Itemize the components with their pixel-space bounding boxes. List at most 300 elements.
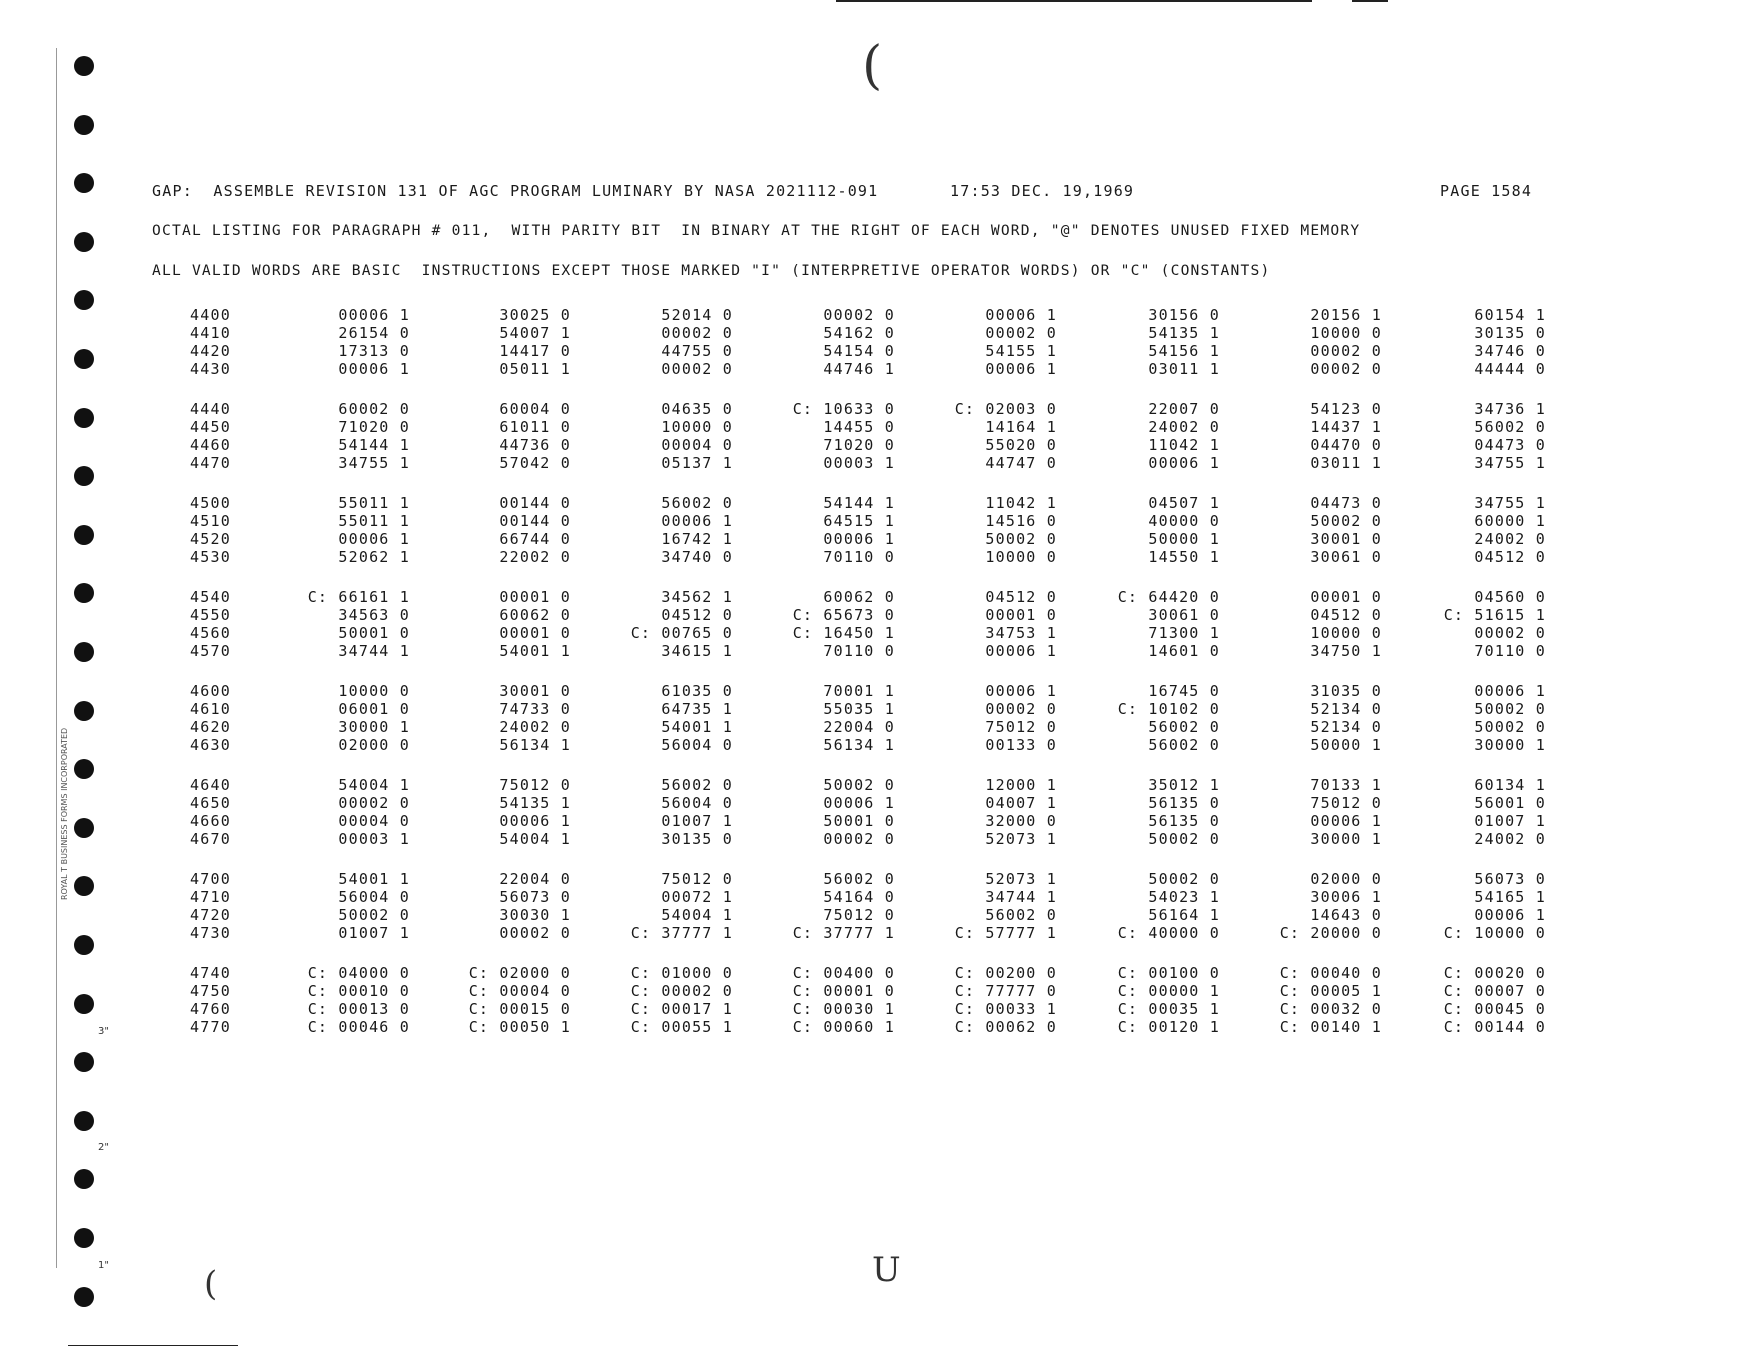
octal-word: 14601 0 — [1148, 642, 1220, 660]
listing-row — [0, 588, 1740, 605]
octal-word: C: 00004 0 — [468, 982, 571, 1000]
octal-word: 00002 0 — [661, 324, 733, 342]
octal-word: 00004 0 — [338, 812, 410, 830]
octal-word: 50002 0 — [1148, 830, 1220, 848]
octal-word: 56002 0 — [661, 776, 733, 794]
paren-bottom-mid: U — [872, 1250, 901, 1290]
octal-word: 54144 1 — [823, 494, 895, 512]
octal-word: 00006 1 — [985, 642, 1057, 660]
octal-word: 50002 0 — [1474, 718, 1546, 736]
octal-word: C: 00140 1 — [1279, 1018, 1382, 1036]
octal-word: 01007 1 — [1474, 812, 1546, 830]
row-address: 4650 — [190, 794, 231, 812]
octal-word: C: 00030 1 — [792, 1000, 895, 1018]
listing-row — [0, 982, 1740, 999]
row-address: 4540 — [190, 588, 231, 606]
octal-word: 20156 1 — [1310, 306, 1382, 324]
octal-word: C: 00055 1 — [630, 1018, 733, 1036]
listing-row — [0, 964, 1740, 981]
octal-word: 70110 0 — [1474, 642, 1546, 660]
octal-word: 00003 1 — [338, 830, 410, 848]
octal-word: 54001 1 — [338, 870, 410, 888]
octal-word: 54156 1 — [1148, 342, 1220, 360]
octal-word: 54162 0 — [823, 324, 895, 342]
listing-row — [0, 830, 1740, 847]
octal-word: 64735 1 — [661, 700, 733, 718]
octal-word: 30001 0 — [1310, 530, 1382, 548]
octal-word: 71020 0 — [823, 436, 895, 454]
octal-word: 00002 0 — [661, 360, 733, 378]
octal-word: 61011 0 — [499, 418, 571, 436]
octal-word: 50001 0 — [823, 812, 895, 830]
octal-word: 60134 1 — [1474, 776, 1546, 794]
octal-word: C: 00765 0 — [630, 624, 733, 642]
octal-word: 54135 1 — [1148, 324, 1220, 342]
octal-word: C: 00020 0 — [1443, 964, 1546, 982]
octal-word: 44755 0 — [661, 342, 733, 360]
octal-word: 54155 1 — [985, 342, 1057, 360]
octal-word: C: 00007 0 — [1443, 982, 1546, 1000]
listing-row — [0, 454, 1740, 471]
octal-word: 00001 0 — [985, 606, 1057, 624]
octal-word: 56002 0 — [661, 494, 733, 512]
octal-word: 44747 0 — [985, 454, 1057, 472]
octal-word: 50002 0 — [1310, 512, 1382, 530]
octal-word: 14643 0 — [1310, 906, 1382, 924]
octal-word: 00133 0 — [985, 736, 1057, 754]
octal-word: 64515 1 — [823, 512, 895, 530]
octal-word: 24002 0 — [1148, 418, 1220, 436]
octal-word: 26154 0 — [338, 324, 410, 342]
row-address: 4700 — [190, 870, 231, 888]
octal-word: 04512 0 — [661, 606, 733, 624]
octal-word: C: 00144 0 — [1443, 1018, 1546, 1036]
octal-word: C: 10633 0 — [792, 400, 895, 418]
row-address: 4570 — [190, 642, 231, 660]
octal-word: 30006 1 — [1310, 888, 1382, 906]
page-number: PAGE 1584 — [1440, 182, 1533, 200]
inch-mark-2: 2" — [98, 1142, 109, 1153]
octal-word: 35012 1 — [1148, 776, 1220, 794]
octal-word: 56002 0 — [823, 870, 895, 888]
listing-row — [0, 700, 1740, 717]
octal-word: C: 00100 0 — [1117, 964, 1220, 982]
row-address: 4760 — [190, 1000, 231, 1018]
octal-word: 70133 1 — [1310, 776, 1382, 794]
octal-word: C: 00033 1 — [954, 1000, 1057, 1018]
row-address: 4610 — [190, 700, 231, 718]
octal-word: 14437 1 — [1310, 418, 1382, 436]
octal-word: 00006 1 — [823, 530, 895, 548]
octal-word: 10000 0 — [985, 548, 1057, 566]
octal-word: 50002 0 — [1148, 870, 1220, 888]
octal-word: 30030 1 — [499, 906, 571, 924]
octal-word: 00072 1 — [661, 888, 733, 906]
octal-word: 34755 1 — [1474, 494, 1546, 512]
octal-word: 34563 0 — [338, 606, 410, 624]
octal-word: 14164 1 — [985, 418, 1057, 436]
octal-word: 22004 0 — [499, 870, 571, 888]
octal-word: 14516 0 — [985, 512, 1057, 530]
octal-word: C: 00032 0 — [1279, 1000, 1382, 1018]
octal-word: 00002 0 — [985, 324, 1057, 342]
header-line-2: OCTAL LISTING FOR PARAGRAPH # 011, WITH PARITY BIT IN BINARY AT THE RIGHT OF EACH WORD, "@" DENOTES UNUSED FIXED MEMORY — [152, 222, 1361, 239]
octal-word: 22007 0 — [1148, 400, 1220, 418]
row-address: 4470 — [190, 454, 231, 472]
octal-word: 54123 0 — [1310, 400, 1382, 418]
octal-word: 00006 1 — [1474, 682, 1546, 700]
octal-word: 14455 0 — [823, 418, 895, 436]
octal-word: 56002 0 — [1474, 418, 1546, 436]
octal-word: 04560 0 — [1474, 588, 1546, 606]
octal-word: C: 10000 0 — [1443, 924, 1546, 942]
octal-word: 00004 0 — [661, 436, 733, 454]
octal-word: 02000 0 — [338, 736, 410, 754]
octal-word: 75012 0 — [823, 906, 895, 924]
octal-word: C: 40000 0 — [1117, 924, 1220, 942]
octal-word: 04512 0 — [985, 588, 1057, 606]
octal-word: 00002 0 — [338, 794, 410, 812]
octal-word: 56002 0 — [1148, 736, 1220, 754]
octal-word: C: 00015 0 — [468, 1000, 571, 1018]
octal-word: 54023 1 — [1148, 888, 1220, 906]
listing-row — [0, 870, 1740, 887]
octal-word: 71020 0 — [338, 418, 410, 436]
octal-word: 56135 0 — [1148, 812, 1220, 830]
octal-word: 04635 0 — [661, 400, 733, 418]
octal-word: 24002 0 — [499, 718, 571, 736]
inch-mark-3: 3" — [98, 1026, 109, 1037]
octal-word: 05011 1 — [499, 360, 571, 378]
octal-word: C: 66161 1 — [307, 588, 410, 606]
octal-word: C: 51615 1 — [1443, 606, 1546, 624]
octal-word: 60000 1 — [1474, 512, 1546, 530]
octal-word: 50001 0 — [338, 624, 410, 642]
octal-word: 54144 1 — [338, 436, 410, 454]
octal-word: 01007 1 — [661, 812, 733, 830]
octal-word: C: 00050 1 — [468, 1018, 571, 1036]
row-address: 4530 — [190, 548, 231, 566]
side-imprint: ROYAL T BUSINESS FORMS INCORPORATED — [60, 727, 69, 900]
octal-word: C: 20000 0 — [1279, 924, 1382, 942]
octal-word: 52062 1 — [338, 548, 410, 566]
octal-word: 14550 1 — [1148, 548, 1220, 566]
listing-row — [0, 530, 1740, 547]
octal-word: C: 10102 0 — [1117, 700, 1220, 718]
inch-mark-1: 1" — [98, 1260, 109, 1271]
octal-word: C: 77777 0 — [954, 982, 1057, 1000]
listing-row — [0, 324, 1740, 341]
listing-row — [0, 718, 1740, 735]
row-address: 4620 — [190, 718, 231, 736]
octal-word: 10000 0 — [1310, 624, 1382, 642]
octal-word: 34740 0 — [661, 548, 733, 566]
octal-word: 03011 1 — [1148, 360, 1220, 378]
octal-word: 50002 0 — [823, 776, 895, 794]
octal-word: 50000 1 — [1148, 530, 1220, 548]
octal-word: 00001 0 — [499, 588, 571, 606]
octal-word: 06001 0 — [338, 700, 410, 718]
octal-word: 00002 0 — [1310, 360, 1382, 378]
listing-row — [0, 736, 1740, 753]
octal-word: 61035 0 — [661, 682, 733, 700]
row-address: 4410 — [190, 324, 231, 342]
octal-word: 24002 0 — [1474, 530, 1546, 548]
octal-word: 16745 0 — [1148, 682, 1220, 700]
octal-word: 50002 0 — [338, 906, 410, 924]
octal-word: 75012 0 — [1310, 794, 1382, 812]
octal-word: 04473 0 — [1310, 494, 1382, 512]
octal-word: 00002 0 — [823, 830, 895, 848]
octal-word: 34746 0 — [1474, 342, 1546, 360]
listing-row — [0, 494, 1740, 511]
listing-row — [0, 794, 1740, 811]
octal-word: C: 65673 0 — [792, 606, 895, 624]
row-address: 4500 — [190, 494, 231, 512]
octal-word: 75012 0 — [661, 870, 733, 888]
octal-word: C: 00005 1 — [1279, 982, 1382, 1000]
octal-word: 12000 1 — [985, 776, 1057, 794]
octal-word: C: 37777 1 — [630, 924, 733, 942]
listing-row — [0, 1018, 1740, 1035]
row-address: 4600 — [190, 682, 231, 700]
octal-word: 56073 0 — [499, 888, 571, 906]
octal-word: C: 00045 0 — [1443, 1000, 1546, 1018]
octal-word: 54001 1 — [499, 642, 571, 660]
octal-word: 44736 0 — [499, 436, 571, 454]
row-address: 4420 — [190, 342, 231, 360]
octal-word: 44746 1 — [823, 360, 895, 378]
listing-row — [0, 812, 1740, 829]
row-address: 4660 — [190, 812, 231, 830]
octal-word: 11042 1 — [1148, 436, 1220, 454]
octal-word: 56004 0 — [661, 794, 733, 812]
octal-word: C: 01000 0 — [630, 964, 733, 982]
octal-word: 55035 1 — [823, 700, 895, 718]
octal-word: 04512 0 — [1310, 606, 1382, 624]
octal-word: 00006 1 — [1148, 454, 1220, 472]
row-address: 4550 — [190, 606, 231, 624]
octal-word: 56002 0 — [985, 906, 1057, 924]
octal-word: 00006 1 — [1310, 812, 1382, 830]
octal-word: 00006 1 — [661, 512, 733, 530]
listing-row — [0, 342, 1740, 359]
octal-word: C: 00046 0 — [307, 1018, 410, 1036]
octal-word: 00006 1 — [338, 306, 410, 324]
octal-word: 00006 1 — [985, 682, 1057, 700]
octal-word: 02000 0 — [1310, 870, 1382, 888]
octal-word: 60062 0 — [499, 606, 571, 624]
octal-word: 75012 0 — [985, 718, 1057, 736]
row-address: 4720 — [190, 906, 231, 924]
listing-row — [0, 924, 1740, 941]
octal-word: C: 00001 0 — [792, 982, 895, 1000]
row-address: 4640 — [190, 776, 231, 794]
row-address: 4400 — [190, 306, 231, 324]
row-address: 4630 — [190, 736, 231, 754]
octal-word: 30000 1 — [1310, 830, 1382, 848]
octal-word: C: 00000 1 — [1117, 982, 1220, 1000]
row-address: 4730 — [190, 924, 231, 942]
octal-word: C: 00017 1 — [630, 1000, 733, 1018]
octal-word: 34744 1 — [985, 888, 1057, 906]
octal-word: 56002 0 — [1148, 718, 1220, 736]
octal-word: 00006 1 — [1474, 906, 1546, 924]
octal-word: 00002 0 — [1310, 342, 1382, 360]
octal-word: 56001 0 — [1474, 794, 1546, 812]
octal-word: 50000 1 — [1310, 736, 1382, 754]
octal-word: 04473 0 — [1474, 436, 1546, 454]
row-address: 4430 — [190, 360, 231, 378]
octal-word: C: 16450 1 — [792, 624, 895, 642]
octal-word: 50002 0 — [985, 530, 1057, 548]
octal-word: C: 64420 0 — [1117, 588, 1220, 606]
octal-word: 01007 1 — [338, 924, 410, 942]
octal-word: 56004 0 — [338, 888, 410, 906]
octal-word: 56073 0 — [1474, 870, 1546, 888]
header-line-3: ALL VALID WORDS ARE BASIC INSTRUCTIONS EXCEPT THOSE MARKED "I" (INTERPRETIVE OPERATOR WORDS) OR "C" (CONSTANTS) — [152, 262, 1271, 279]
octal-word: 50002 0 — [1474, 700, 1546, 718]
octal-word: 60002 0 — [338, 400, 410, 418]
octal-word: C: 00010 0 — [307, 982, 410, 1000]
octal-word: 34562 1 — [661, 588, 733, 606]
octal-word: C: 00120 1 — [1117, 1018, 1220, 1036]
octal-word: 00144 0 — [499, 512, 571, 530]
octal-word: 00002 0 — [823, 306, 895, 324]
octal-word: C: 02000 0 — [468, 964, 571, 982]
octal-word: 70001 1 — [823, 682, 895, 700]
octal-word: 60004 0 — [499, 400, 571, 418]
octal-word: 30061 0 — [1148, 606, 1220, 624]
octal-word: 55011 1 — [338, 512, 410, 530]
octal-word: 00006 1 — [985, 360, 1057, 378]
octal-word: 10000 0 — [1310, 324, 1382, 342]
octal-word: 17313 0 — [338, 342, 410, 360]
octal-word: 54004 1 — [661, 906, 733, 924]
octal-word: 55020 0 — [985, 436, 1057, 454]
octal-word: 34755 1 — [1474, 454, 1546, 472]
listing-row — [0, 624, 1740, 641]
row-address: 4520 — [190, 530, 231, 548]
octal-word: 34750 1 — [1310, 642, 1382, 660]
octal-word: 04507 1 — [1148, 494, 1220, 512]
octal-word: C: 04000 0 — [307, 964, 410, 982]
octal-word: 40000 0 — [1148, 512, 1220, 530]
octal-word: 30001 0 — [499, 682, 571, 700]
octal-word: 22002 0 — [499, 548, 571, 566]
octal-word: 04512 0 — [1474, 548, 1546, 566]
row-address: 4710 — [190, 888, 231, 906]
octal-word: 00006 1 — [985, 306, 1057, 324]
octal-word: C: 02003 0 — [954, 400, 1057, 418]
octal-word: 30061 0 — [1310, 548, 1382, 566]
octal-word: 52134 0 — [1310, 700, 1382, 718]
listing-row — [0, 548, 1740, 565]
octal-word: C: 00200 0 — [954, 964, 1057, 982]
octal-word: 00144 0 — [499, 494, 571, 512]
octal-word: 00006 1 — [823, 794, 895, 812]
octal-word: 24002 0 — [1474, 830, 1546, 848]
octal-word: C: 00040 0 — [1279, 964, 1382, 982]
listing-row — [0, 360, 1740, 377]
row-address: 4740 — [190, 964, 231, 982]
octal-word: 30156 0 — [1148, 306, 1220, 324]
octal-word: 66744 0 — [499, 530, 571, 548]
octal-word: 60062 0 — [823, 588, 895, 606]
octal-word: 54004 1 — [338, 776, 410, 794]
octal-word: 56164 1 — [1148, 906, 1220, 924]
octal-word: 54001 1 — [661, 718, 733, 736]
octal-word: 56135 0 — [1148, 794, 1220, 812]
octal-word: 03011 1 — [1310, 454, 1382, 472]
octal-word: C: 37777 1 — [792, 924, 895, 942]
octal-word: C: 00062 0 — [954, 1018, 1057, 1036]
octal-word: 30135 0 — [661, 830, 733, 848]
octal-word: 54007 1 — [499, 324, 571, 342]
row-address: 4460 — [190, 436, 231, 454]
octal-word: 52073 1 — [985, 830, 1057, 848]
octal-word: 00003 1 — [823, 454, 895, 472]
listing-row — [0, 400, 1740, 417]
octal-word: 10000 0 — [661, 418, 733, 436]
listing-row — [0, 512, 1740, 529]
octal-word: 75012 0 — [499, 776, 571, 794]
listing-row — [0, 906, 1740, 923]
row-address: 4670 — [190, 830, 231, 848]
octal-word: 70110 0 — [823, 548, 895, 566]
octal-word: 30025 0 — [499, 306, 571, 324]
octal-word: 34755 1 — [338, 454, 410, 472]
octal-word: 70110 0 — [823, 642, 895, 660]
row-address: 4440 — [190, 400, 231, 418]
listing-row — [0, 1000, 1740, 1017]
octal-word: 34753 1 — [985, 624, 1057, 642]
paren-bottom-left: ( — [204, 1264, 218, 1304]
listing-row — [0, 418, 1740, 435]
row-address: 4750 — [190, 982, 231, 1000]
octal-word: 04007 1 — [985, 794, 1057, 812]
paren-top: ( — [862, 36, 883, 96]
octal-word: C: 00013 0 — [307, 1000, 410, 1018]
octal-word: 44444 0 — [1474, 360, 1546, 378]
octal-word: 00001 0 — [499, 624, 571, 642]
octal-word: 71300 1 — [1148, 624, 1220, 642]
octal-word: 00002 0 — [985, 700, 1057, 718]
header-line-1: GAP: ASSEMBLE REVISION 131 OF AGC PROGRAM LUMINARY BY NASA 2021112-091 17:53 DEC. 19,1969 — [152, 182, 1135, 200]
octal-word: 05137 1 — [661, 454, 733, 472]
octal-word: 00002 0 — [499, 924, 571, 942]
octal-word: 00006 1 — [338, 530, 410, 548]
octal-word: 56004 0 — [661, 736, 733, 754]
octal-word: 00006 1 — [499, 812, 571, 830]
listing-row — [0, 682, 1740, 699]
row-address: 4510 — [190, 512, 231, 530]
octal-word: 10000 0 — [338, 682, 410, 700]
octal-word: 30000 1 — [338, 718, 410, 736]
octal-word: 22004 0 — [823, 718, 895, 736]
octal-word: C: 00060 1 — [792, 1018, 895, 1036]
octal-word: 00002 0 — [1474, 624, 1546, 642]
listing-row — [0, 606, 1740, 623]
listing-row — [0, 776, 1740, 793]
listing-row — [0, 642, 1740, 659]
octal-word: 52014 0 — [661, 306, 733, 324]
octal-word: 32000 0 — [985, 812, 1057, 830]
octal-word: 30135 0 — [1474, 324, 1546, 342]
octal-word: 52134 0 — [1310, 718, 1382, 736]
octal-word: 54135 1 — [499, 794, 571, 812]
listing-row — [0, 306, 1740, 323]
